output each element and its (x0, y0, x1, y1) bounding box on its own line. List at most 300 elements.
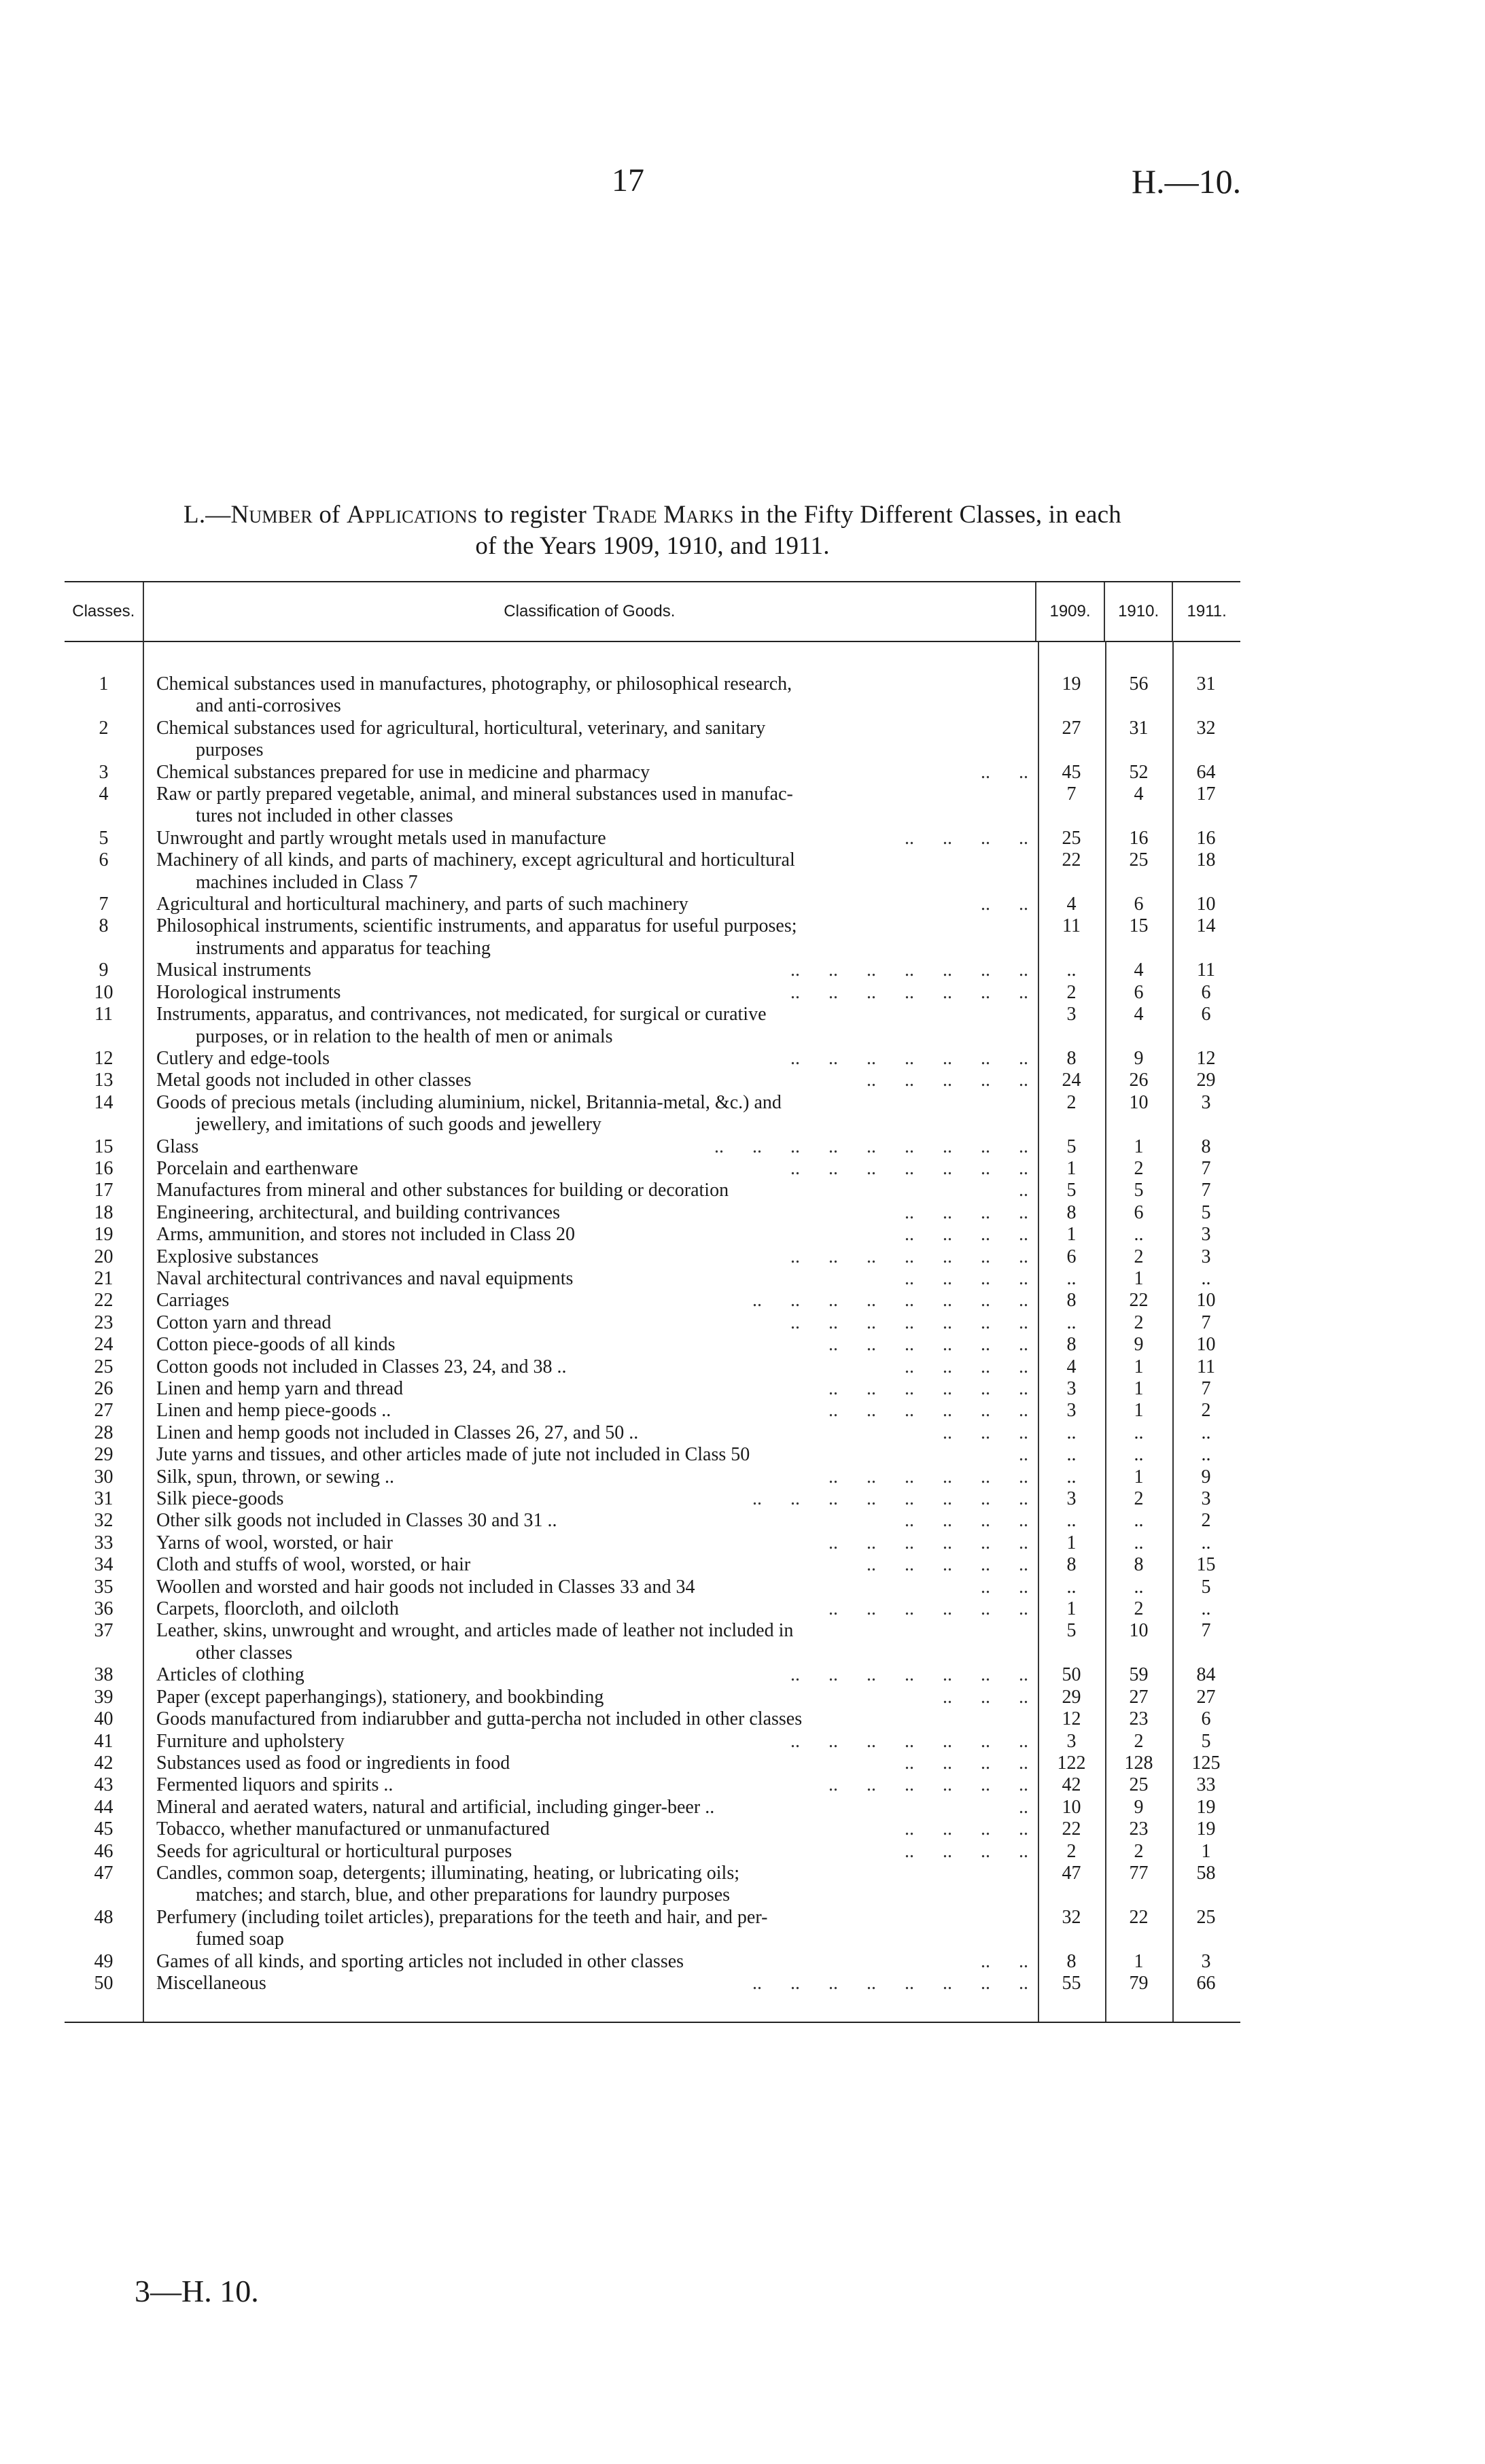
description-continuation: instruments and apparatus for teaching (196, 937, 491, 959)
value-1910: 4 (1134, 784, 1144, 805)
class-description (143, 1268, 1038, 1290)
value-1910: 15 (1129, 915, 1149, 937)
table-row (65, 784, 1240, 828)
class-description (143, 849, 1038, 894)
value-1909: 5 (1066, 1136, 1077, 1157)
class-number: 17 (94, 1180, 113, 1201)
value-1911: 8 (1201, 1136, 1211, 1157)
table-row (65, 1290, 1240, 1312)
description-text: Articles of clothing (156, 1664, 304, 1686)
class-description (143, 1136, 1038, 1158)
description-text: Naval architectural contrivances and naval equipments (156, 1267, 574, 1289)
value-1909: 11 (1062, 915, 1081, 937)
leader-dots: .. .. .. .. (905, 827, 1028, 849)
description-continuation: and anti-corrosives (196, 695, 341, 717)
value-1911: 16 (1196, 827, 1216, 849)
class-number: 5 (99, 827, 109, 849)
value-1911: 6 (1201, 1708, 1211, 1730)
table-row (65, 1532, 1240, 1554)
class-description (143, 1312, 1038, 1334)
description-text: Chemical substances prepared for use in medicine and pharmacy (156, 761, 650, 783)
leader-dots: .. .. .. .. .. .. (828, 1400, 1028, 1422)
table-row (65, 982, 1240, 1004)
leader-dots: .. .. .. .. .. .. .. (790, 1664, 1028, 1686)
class-description (143, 1422, 1038, 1444)
description-text: Linen and hemp goods not included in Classes 26, 27, and 50 .. (156, 1422, 639, 1443)
leader-dots: .. .. (981, 894, 1028, 915)
value-1909: 2 (1066, 981, 1077, 1003)
value-1909: 3 (1066, 1400, 1077, 1422)
value-1910: 25 (1129, 849, 1149, 871)
table-row (65, 1973, 1240, 1994)
value-1911: .. (1201, 1598, 1211, 1620)
class-number: 48 (94, 1906, 113, 1928)
table-row (65, 1334, 1240, 1356)
leader-dots: .. .. .. .. (905, 1752, 1028, 1774)
title-prefix: L.— (184, 501, 231, 529)
value-1911: 5 (1201, 1730, 1211, 1752)
description-text: Arms, ammunition, and stores not included in Class 20 (156, 1224, 575, 1246)
table-title (65, 499, 1240, 562)
class-description (143, 1510, 1038, 1532)
class-description (143, 1444, 1038, 1466)
leader-dots: .. (1019, 1796, 1028, 1818)
leader-dots: .. .. .. .. (905, 1201, 1028, 1223)
value-1909: 3 (1066, 1488, 1077, 1510)
description-text: Cloth and stuffs of wool, worsted, or hair (156, 1554, 471, 1576)
value-1909: 8 (1066, 1201, 1077, 1223)
leader-dots: .. .. .. .. .. (867, 1070, 1028, 1091)
value-1910: 23 (1129, 1708, 1149, 1730)
table-row (65, 1753, 1240, 1774)
value-1909: 12 (1062, 1708, 1081, 1730)
value-1911: 84 (1196, 1664, 1216, 1686)
value-1909: 8 (1066, 1554, 1077, 1576)
value-1909: 50 (1062, 1664, 1081, 1686)
value-1910: 2 (1134, 1246, 1144, 1267)
description-text: Philosophical instruments, scientific instruments, and apparatus for useful purposes; (156, 915, 797, 937)
class-description (143, 1334, 1038, 1356)
table-row (65, 1356, 1240, 1378)
table-row (65, 1070, 1240, 1091)
description-text: Chemical substances used in manufactures, photography, or philosophical research, (156, 673, 792, 694)
class-description (143, 1158, 1038, 1180)
page-number: 17 (612, 162, 644, 198)
leader-dots: .. .. .. .. .. .. .. (790, 981, 1028, 1003)
leader-dots: .. .. (981, 1576, 1028, 1598)
leader-dots: .. .. .. .. .. .. .. (790, 1246, 1028, 1267)
value-1909: .. (1066, 1444, 1077, 1466)
value-1911: 5 (1201, 1201, 1211, 1223)
value-1909: 8 (1066, 1290, 1077, 1312)
value-1910: 25 (1129, 1774, 1149, 1796)
value-1911: 10 (1196, 894, 1216, 915)
class-number: 19 (94, 1224, 113, 1246)
class-description (143, 1708, 1038, 1730)
table-row (65, 1444, 1240, 1466)
class-description (143, 1092, 1038, 1136)
description-continuation: tures not included in other classes (196, 805, 453, 827)
trade-marks-table (65, 581, 1240, 2023)
title-text-3: in the Fifty Different Classes, in each (733, 501, 1121, 529)
class-description (143, 1797, 1038, 1818)
value-1910: 4 (1134, 1004, 1144, 1025)
value-1911: 1 (1201, 1840, 1211, 1862)
class-number: 10 (94, 981, 113, 1003)
description-text: Tobacco, whether manufactured or unmanufactured (156, 1818, 550, 1840)
table-row (65, 1092, 1240, 1136)
table-row (65, 1687, 1240, 1708)
description-text: Raw or partly prepared vegetable, animal, and mineral substances used in manufac- (156, 784, 793, 805)
class-number: 39 (94, 1686, 113, 1708)
value-1909: 3 (1066, 1004, 1077, 1025)
value-1911: 29 (1196, 1070, 1216, 1091)
class-description (143, 1378, 1038, 1400)
value-1909: 7 (1066, 784, 1077, 805)
value-1911: .. (1201, 1532, 1211, 1553)
description-text: Candles, common soap, detergents; illuminating, heating, or lubricating oils; (156, 1862, 740, 1884)
description-text: Silk piece-goods (156, 1488, 284, 1510)
value-1910: .. (1134, 1224, 1144, 1246)
class-description (143, 1290, 1038, 1312)
leader-dots: .. .. .. .. (905, 1267, 1028, 1289)
class-description (143, 1554, 1038, 1576)
title-line-2: of the Years 1909, 1910, and 1911. (475, 532, 830, 560)
description-text: Linen and hemp yarn and thread (156, 1378, 404, 1399)
value-1911: 3 (1201, 1224, 1211, 1246)
value-1910: 1 (1134, 1136, 1144, 1157)
value-1910: 1 (1134, 1267, 1144, 1289)
value-1909: 10 (1062, 1796, 1081, 1818)
table-row (65, 1312, 1240, 1334)
table-header (65, 582, 1240, 642)
value-1911: 3 (1201, 1091, 1211, 1113)
value-1911: 32 (1196, 717, 1216, 739)
description-text: Substances used as food or ingredients in food (156, 1752, 510, 1774)
value-1910: 2 (1134, 1312, 1144, 1333)
value-1911: 11 (1197, 960, 1215, 981)
class-description (143, 1731, 1038, 1753)
table-row (65, 1774, 1240, 1796)
title-text-1: of (312, 501, 347, 529)
class-number: 44 (94, 1796, 113, 1818)
class-description (143, 1070, 1038, 1091)
value-1911: .. (1201, 1267, 1211, 1289)
title-word-applications: Applications (347, 501, 478, 529)
value-1909: 2 (1066, 1091, 1077, 1113)
class-description (143, 982, 1038, 1004)
class-number: 24 (94, 1334, 113, 1356)
leader-dots: .. .. .. .. .. .. .. (790, 1157, 1028, 1179)
value-1910: 6 (1134, 1201, 1144, 1223)
class-number: 38 (94, 1664, 113, 1686)
class-number: 22 (94, 1290, 113, 1312)
table-row (65, 1400, 1240, 1422)
value-1911: 31 (1196, 673, 1216, 694)
value-1909: .. (1066, 1267, 1077, 1289)
leader-dots: .. .. .. .. .. .. (828, 1532, 1028, 1553)
leader-dots: .. .. .. .. (905, 1356, 1028, 1377)
class-description (143, 1598, 1038, 1620)
description-continuation: matches; and starch, blue, and other preparations for laundry purposes (196, 1884, 731, 1906)
class-description (143, 1907, 1038, 1951)
value-1910: 4 (1134, 960, 1144, 981)
leader-dots: .. .. .. .. .. .. (828, 1378, 1028, 1399)
value-1909: 8 (1066, 1047, 1077, 1069)
value-1909: 1 (1066, 1157, 1077, 1179)
class-number: 26 (94, 1378, 113, 1399)
value-1909: 2 (1066, 1840, 1077, 1862)
value-1910: 1 (1134, 1356, 1144, 1377)
leader-dots: .. .. (981, 761, 1028, 783)
table-row (65, 1224, 1240, 1246)
class-description (143, 1532, 1038, 1554)
description-text: Perfumery (including toilet articles), preparations for the teeth and hair, and per- (156, 1906, 768, 1928)
value-1911: 3 (1201, 1246, 1211, 1267)
value-1911: .. (1201, 1422, 1211, 1443)
title-word-trade-marks: Trade Marks (593, 501, 734, 529)
value-1909: 55 (1062, 1972, 1081, 1994)
table-row (65, 1731, 1240, 1753)
class-description (143, 1951, 1038, 1973)
leader-dots: .. .. .. (943, 1422, 1028, 1443)
class-number: 27 (94, 1400, 113, 1422)
class-number: 8 (99, 915, 109, 937)
table-row (65, 960, 1240, 981)
table-row (65, 1598, 1240, 1620)
value-1909: .. (1066, 1576, 1077, 1598)
class-description (143, 960, 1038, 981)
value-1911: 25 (1196, 1906, 1216, 1928)
class-description (143, 1753, 1038, 1774)
value-1909: 19 (1062, 673, 1081, 694)
leader-dots: .. .. .. .. .. .. .. (790, 1312, 1028, 1333)
header-1909: 1909. (1035, 582, 1104, 641)
value-1909: 22 (1062, 849, 1081, 871)
description-text: Leather, skins, unwrought and wrought, and articles made of leather not included in (156, 1620, 794, 1642)
description-text: Machinery of all kinds, and parts of machinery, except agricultural and horticultural (156, 849, 795, 871)
value-1910: 1 (1134, 1466, 1144, 1488)
value-1911: 19 (1196, 1796, 1216, 1818)
table-row (65, 1004, 1240, 1048)
description-text: Metal goods not included in other classes (156, 1070, 472, 1091)
class-number: 14 (94, 1091, 113, 1113)
value-1910: 23 (1129, 1818, 1149, 1840)
value-1910: .. (1134, 1576, 1144, 1598)
column-rule (1038, 641, 1039, 2022)
description-text: Porcelain and earthenware (156, 1157, 358, 1179)
value-1910: 6 (1134, 981, 1144, 1003)
table-row (65, 849, 1240, 894)
class-number: 13 (94, 1070, 113, 1091)
value-1911: 7 (1201, 1180, 1211, 1201)
value-1910: 1 (1134, 1950, 1144, 1972)
class-number: 6 (99, 849, 109, 871)
leader-dots: .. (1019, 1444, 1028, 1466)
description-text: Explosive substances (156, 1246, 319, 1267)
table-row (65, 915, 1240, 960)
description-text: Horological instruments (156, 981, 341, 1003)
value-1909: 1 (1066, 1532, 1077, 1553)
value-1909: .. (1066, 1422, 1077, 1443)
value-1910: 22 (1129, 1906, 1149, 1928)
value-1911: 15 (1196, 1554, 1216, 1576)
table-row (65, 1510, 1240, 1532)
table-row (65, 1378, 1240, 1400)
value-1909: .. (1066, 1466, 1077, 1488)
class-number: 46 (94, 1840, 113, 1862)
table-row (65, 1488, 1240, 1510)
class-number: 43 (94, 1774, 113, 1796)
title-text-2: to register (477, 501, 593, 529)
class-number: 34 (94, 1554, 113, 1576)
table-row (65, 828, 1240, 849)
description-text: Games of all kinds, and sporting articles not included in other classes (156, 1950, 684, 1972)
class-number: 21 (94, 1267, 113, 1289)
description-continuation: other classes (196, 1642, 293, 1664)
table-row (65, 1180, 1240, 1201)
description-text: Woollen and worsted and hair goods not included in Classes 33 and 34 (156, 1576, 695, 1598)
value-1911: 12 (1196, 1047, 1216, 1069)
value-1909: 8 (1066, 1950, 1077, 1972)
value-1911: 33 (1196, 1774, 1216, 1796)
leader-dots: .. .. .. .. .. .. .. .. (752, 1290, 1028, 1312)
table-row (65, 1708, 1240, 1730)
class-description (143, 1687, 1038, 1708)
class-number: 40 (94, 1708, 113, 1730)
leader-dots: .. .. .. .. .. .. (828, 1774, 1028, 1796)
class-number: 3 (99, 761, 109, 783)
leader-dots: .. .. .. .. (905, 1818, 1028, 1840)
description-text: Carpets, floorcloth, and oilcloth (156, 1598, 399, 1620)
column-rule (1105, 641, 1106, 2022)
table-body (65, 673, 1240, 1994)
value-1910: 2 (1134, 1840, 1144, 1862)
value-1909: 8 (1066, 1334, 1077, 1356)
class-number: 30 (94, 1466, 113, 1488)
value-1911: 125 (1191, 1752, 1221, 1774)
value-1911: 2 (1201, 1400, 1211, 1422)
class-description (143, 915, 1038, 960)
value-1911: 3 (1201, 1488, 1211, 1510)
value-1910: .. (1134, 1532, 1144, 1553)
value-1909: .. (1066, 1312, 1077, 1333)
value-1909: .. (1066, 1510, 1077, 1532)
table-row (65, 1907, 1240, 1951)
description-text: Furniture and upholstery (156, 1730, 345, 1752)
class-description (143, 1180, 1038, 1201)
description-text: Glass (156, 1136, 199, 1157)
value-1909: 122 (1057, 1752, 1086, 1774)
description-text: Chemical substances used for agricultural, horticultural, veterinary, and sanitary (156, 717, 766, 739)
value-1910: 5 (1134, 1180, 1144, 1201)
value-1911: 10 (1196, 1290, 1216, 1312)
table-row (65, 1841, 1240, 1863)
class-number: 16 (94, 1157, 113, 1179)
value-1910: 16 (1129, 827, 1149, 849)
value-1911: 6 (1201, 981, 1211, 1003)
class-description (143, 1774, 1038, 1796)
header-classification: Classification of Goods. (143, 582, 1036, 641)
value-1909: 1 (1066, 1224, 1077, 1246)
class-number: 4 (99, 784, 109, 805)
value-1909: 27 (1062, 717, 1081, 739)
class-number: 15 (94, 1136, 113, 1157)
leader-dots: .. .. .. .. (905, 1510, 1028, 1532)
table-row (65, 1664, 1240, 1686)
header-classes: Classes. (72, 602, 135, 620)
value-1911: 5 (1201, 1576, 1211, 1598)
value-1910: 2 (1134, 1730, 1144, 1752)
class-description (143, 1664, 1038, 1686)
value-1909: 1 (1066, 1598, 1077, 1620)
class-description (143, 1488, 1038, 1510)
document-code: H.—10. (1132, 162, 1242, 200)
description-text: Cotton yarn and thread (156, 1312, 332, 1333)
class-description (143, 1577, 1038, 1598)
table-row (65, 1268, 1240, 1290)
class-description (143, 1202, 1038, 1224)
table-row (65, 1422, 1240, 1444)
value-1910: 1 (1134, 1378, 1144, 1399)
value-1909: 42 (1062, 1774, 1081, 1796)
description-text: Cotton goods not included in Classes 23, 24, and 38 .. (156, 1356, 567, 1377)
value-1911: .. (1201, 1444, 1211, 1466)
table-row (65, 1797, 1240, 1818)
class-number: 25 (94, 1356, 113, 1377)
value-1909: 47 (1062, 1862, 1081, 1884)
class-description (143, 894, 1038, 915)
table-row (65, 1818, 1240, 1840)
value-1909: 29 (1062, 1686, 1081, 1708)
value-1910: 31 (1129, 717, 1149, 739)
description-text: Silk, spun, thrown, or sewing .. (156, 1466, 394, 1488)
description-text: Linen and hemp piece-goods .. (156, 1400, 391, 1422)
leader-dots: .. .. .. .. .. .. (828, 1334, 1028, 1356)
table-row (65, 1620, 1240, 1664)
value-1910: 2 (1134, 1598, 1144, 1620)
table-row (65, 1136, 1240, 1158)
table-row (65, 894, 1240, 915)
value-1909: 25 (1062, 827, 1081, 849)
value-1910: 27 (1129, 1686, 1149, 1708)
value-1910: 10 (1129, 1091, 1149, 1113)
class-number: 12 (94, 1047, 113, 1069)
value-1911: 7 (1201, 1157, 1211, 1179)
value-1911: 64 (1196, 761, 1216, 783)
value-1910: 59 (1129, 1664, 1149, 1686)
leader-dots: .. .. .. .. .. .. .. (790, 960, 1028, 981)
class-number: 7 (99, 894, 109, 915)
table-row (65, 762, 1240, 784)
value-1911: 11 (1197, 1356, 1215, 1377)
class-number: 9 (99, 960, 109, 981)
value-1910: 9 (1134, 1796, 1144, 1818)
description-continuation: purposes (196, 739, 264, 761)
class-description (143, 1973, 1038, 1994)
table-row (65, 1048, 1240, 1070)
table-row (65, 1951, 1240, 1973)
leader-dots: .. .. (981, 1950, 1028, 1972)
value-1911: 10 (1196, 1334, 1216, 1356)
column-rule (1172, 641, 1174, 2022)
class-description (143, 718, 1038, 762)
class-number: 31 (94, 1488, 113, 1510)
title-word-number: Number (230, 501, 313, 529)
class-number: 23 (94, 1312, 113, 1333)
description-text: Cutlery and edge-tools (156, 1047, 330, 1069)
description-text: Unwrought and partly wrought metals used in manufacture (156, 827, 606, 849)
